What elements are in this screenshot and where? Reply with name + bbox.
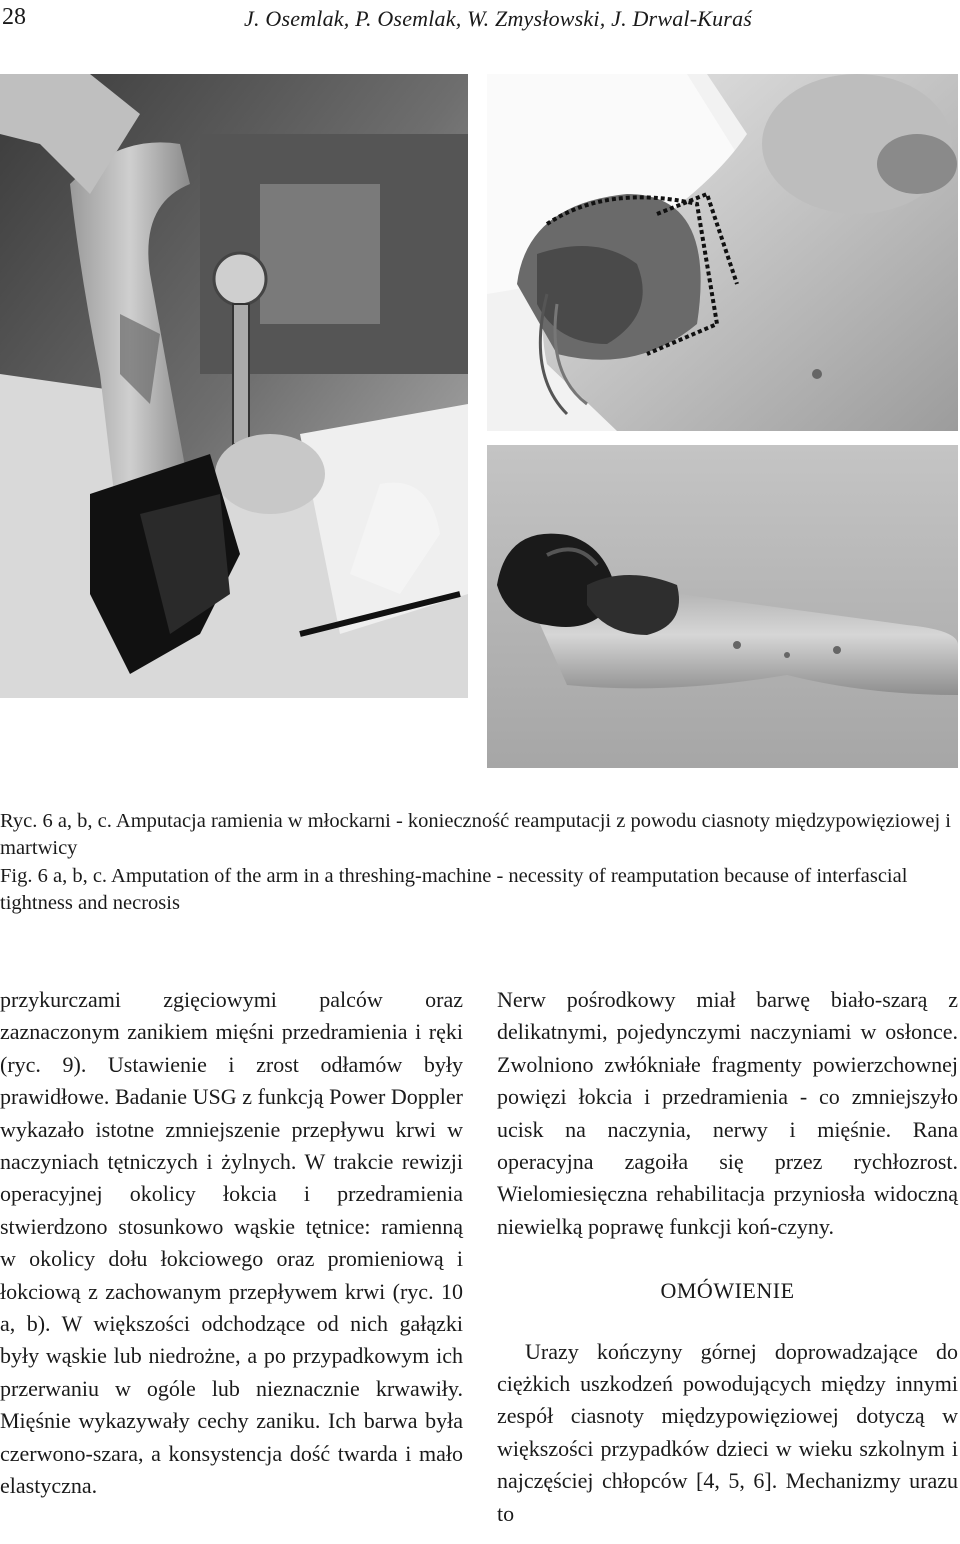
figure-6b-photo <box>487 74 958 431</box>
figure-6b-image <box>487 74 958 431</box>
section-heading: OMÓWIENIE <box>660 1278 795 1304</box>
figure-6a-photo <box>0 74 468 698</box>
figure-6c-image <box>487 445 958 768</box>
figure-6c-photo <box>487 445 958 768</box>
body-paragraph: Urazy kończyny górnej doprowadzające do ciężkich uszkodzeń powodujących między innymi zespół ciasnoty międzypowięziowej dotyczą w większości przypadków dzieci w wieku szkolnym i najczęściej chłopców [4, 5, 6]. Mechanizmy urazu to <box>497 1338 958 1526</box>
figure-6a-image <box>0 74 468 698</box>
page-number: 28 <box>2 4 26 30</box>
body-column-right <box>497 984 958 1530</box>
running-head: J. Osemlak, P. Osemlak, W. Zmysłowski, J. Drwal-Kuraś <box>244 6 753 31</box>
body-column-left <box>0 984 463 1503</box>
body-paragraph: przykurczami zgięciowymi palców oraz zaznaczonym zanikiem mięśni przedramienia i ręki (ryc. 9). Ustawienie i zrost odłamów były prawidłowe. Badanie USG z funkcją Power Doppler wykazało istotne zmniejszenie przepływu krwi w naczyniach tętniczych i żylnych. W trakcie rewizji operacyjnej okolicy łokcia i przedramienia stwierdzono stosunkowo wąskie tętnice: ramienną w okolicy dołu łokciowego oraz promieniową i łokciową z zachowanym przepływem krwi (ryc. 10 a, b). W większości odchodzące od nich gałązki były wąskie lub niedrożne, a po przypadkowym ich przerwaniu w ogóle lub nieznacznie krwawiły. Mięśnie wykazywały cechy zaniku. Ich barwa była czerwono-szara, a konsystencja dość twarda i mało elastyczna. <box>0 987 463 1499</box>
figure-caption-english: Fig. 6 a, b, c. Amputation of the arm in a threshing-machine - necessity of reamputation because of interfascial tightness and necrosis <box>0 865 908 914</box>
figure-caption-polish: Ryc. 6 a, b, c. Amputacja ramienia w młockarni - konieczność reamputacji z powodu ciasnoty międzypowięziowej i martwicy <box>0 810 951 859</box>
body-paragraph: Nerw pośrodkowy miał barwę biało-szarą z delikatnymi, pojedynczymi naczyniami w osłonce. Zwolniono zwłókniałe fragmenty powierzchownej powięzi łokcia i przedramienia - co zmniejszyło ucisk na naczynia, nerwy i mięśnie. Rana operacyjna zagoiła się przez rychłozrost. Wielomiesięczna rehabilitacja przyniosła widoczną niewielką poprawę funkcji koń-czyny. <box>497 987 958 1239</box>
